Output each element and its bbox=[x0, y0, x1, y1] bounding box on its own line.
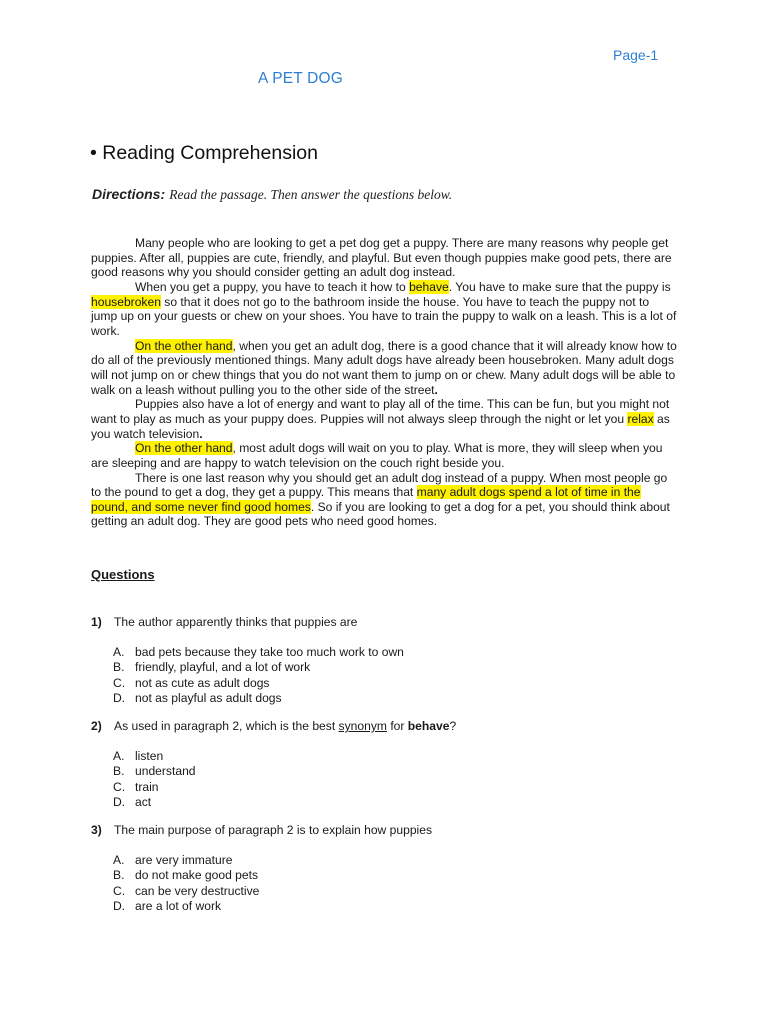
choice-text: are a lot of work bbox=[135, 898, 222, 913]
question-3 bbox=[91, 823, 432, 837]
passage bbox=[91, 236, 677, 529]
choice-text: do not make good pets bbox=[135, 868, 259, 883]
question-1 bbox=[91, 615, 357, 629]
choice-letter: B. bbox=[113, 660, 125, 675]
choice-letter: D. bbox=[113, 898, 126, 913]
choice-letter: C. bbox=[113, 883, 126, 898]
passage-text: . bbox=[199, 426, 203, 441]
passage-paragraph-3 bbox=[91, 339, 677, 398]
choice-d[interactable] bbox=[113, 795, 196, 810]
choice-a[interactable] bbox=[113, 853, 259, 868]
directions-label: Directions: bbox=[92, 186, 166, 202]
question-text: As used in paragraph 2, which is the best bbox=[114, 719, 339, 733]
directions bbox=[92, 186, 452, 203]
choice-c[interactable] bbox=[113, 884, 259, 899]
choice-text: listen bbox=[135, 749, 164, 763]
choice-c[interactable] bbox=[113, 780, 196, 795]
passage-text: . You have to make sure that the puppy is bbox=[448, 279, 671, 294]
choice-text: understand bbox=[135, 764, 196, 779]
passage-paragraph-6 bbox=[91, 471, 677, 530]
choice-text: not as playful as adult dogs bbox=[135, 690, 282, 705]
choice-letter: C. bbox=[113, 779, 126, 794]
question-text: ? bbox=[449, 719, 457, 733]
question-1-choices bbox=[113, 645, 404, 706]
question-2 bbox=[91, 719, 456, 733]
question-3-choices bbox=[113, 853, 259, 914]
question-2-choices bbox=[113, 749, 196, 810]
choice-letter: C. bbox=[113, 675, 126, 690]
passage-text: , when you get an adult dog, there is a good chance that it will already know how to do all of the previously mentioned things. Many adult dogs have already been housebroken. Many adult dogs will not jump on or chew things that you do not want them to jump on or chew. Many adult dogs will be able to walk on a leash without pulling you to the other side of the street bbox=[91, 338, 677, 397]
choice-text: bad pets because they take too much work to own bbox=[135, 645, 404, 659]
question-text: The author apparently thinks that puppies are bbox=[114, 615, 358, 629]
choice-text: act bbox=[135, 794, 152, 809]
choice-letter: A. bbox=[113, 853, 125, 867]
choice-letter: A. bbox=[113, 645, 125, 659]
passage-paragraph-1: Many people who are looking to get a pet dog get a puppy. There are many reasons why people get puppies. After all, puppies are cute, friendly, and playful. But even though puppies make good pets, there are good reasons why you should consider getting an adult dog instead. bbox=[91, 236, 672, 280]
question-number: 2) bbox=[91, 719, 102, 733]
choice-letter: D. bbox=[113, 690, 126, 705]
passage-text: , most adult dogs will wait on you to play. What is more, they will sleep when you are sleeping and are happy to watch television on the couch right beside you. bbox=[91, 441, 663, 470]
choice-letter: B. bbox=[113, 764, 125, 779]
passage-text: . So if you are looking to get a dog for a pet, you should think about getting an adult dog. They are good pets who need good homes. bbox=[91, 499, 670, 529]
choice-letter: A. bbox=[113, 749, 125, 763]
choice-text: are very immature bbox=[135, 853, 233, 867]
question-number: 3) bbox=[91, 823, 102, 837]
section-heading: • Reading Comprehension bbox=[90, 142, 318, 164]
choice-d[interactable] bbox=[113, 899, 259, 914]
passage-text: Puppies also have a lot of energy and want to play all of the time. This can be fun, but you might not want to play as much as your puppy does. Puppies will not always sleep through the night or let you bbox=[91, 397, 670, 426]
question-text: The main purpose of paragraph 2 is to explain how puppies bbox=[114, 823, 432, 837]
highlight-housebroken: housebroken bbox=[91, 294, 161, 309]
question-number: 1) bbox=[91, 615, 102, 629]
highlight-adult-dogs-pound: many adult dogs spend a lot of time in the pound, and some never find good homes bbox=[91, 485, 641, 514]
directions-text: Read the passage. Then answer the questions below. bbox=[169, 187, 453, 202]
passage-paragraph-4 bbox=[91, 397, 677, 441]
page-label: Page-1 bbox=[613, 47, 659, 63]
question-text-bold: behave bbox=[407, 719, 450, 733]
choice-b[interactable] bbox=[113, 764, 196, 779]
choice-a[interactable] bbox=[113, 749, 196, 764]
highlight-relax: relax bbox=[627, 411, 654, 426]
passage-text: so that it does not go to the bathroom inside the house. You have to teach the puppy not to jump up on your guests or chew on your shoes. You have to train the puppy to walk on a leash. This is a lot of work. bbox=[91, 294, 677, 338]
passage-text: When you get a puppy, you have to teach it how to bbox=[135, 279, 410, 294]
question-text: for bbox=[386, 719, 408, 733]
choice-text: can be very destructive bbox=[135, 883, 260, 898]
highlight-behave: behave bbox=[409, 279, 449, 294]
choice-a[interactable] bbox=[113, 645, 404, 660]
choice-d[interactable] bbox=[113, 691, 404, 706]
choice-text: not as cute as adult dogs bbox=[135, 675, 270, 690]
passage-paragraph-2 bbox=[91, 280, 677, 339]
choice-letter: D. bbox=[113, 794, 126, 809]
choice-text: train bbox=[135, 779, 159, 794]
highlight-on-the-other-hand: On the other hand bbox=[135, 441, 233, 456]
choice-b[interactable] bbox=[113, 868, 259, 883]
passage-text: There is one last reason why you should get an adult dog instead of a puppy. When most people go to the pound to get a dog, they get a puppy. This means that bbox=[91, 470, 668, 500]
highlight-on-the-other-hand: On the other hand bbox=[135, 338, 233, 353]
question-text-underlined: synonym bbox=[338, 719, 387, 733]
choice-text: friendly, playful, and a lot of work bbox=[135, 660, 311, 675]
choice-letter: B. bbox=[113, 868, 125, 883]
passage-paragraph-5 bbox=[91, 441, 677, 470]
passage-text: as you watch television bbox=[91, 411, 670, 441]
document-title: A PET DOG bbox=[258, 70, 344, 87]
questions-heading: Questions bbox=[91, 567, 155, 582]
choice-c[interactable] bbox=[113, 676, 404, 691]
choice-b[interactable] bbox=[113, 660, 404, 675]
passage-text: . bbox=[434, 382, 438, 397]
